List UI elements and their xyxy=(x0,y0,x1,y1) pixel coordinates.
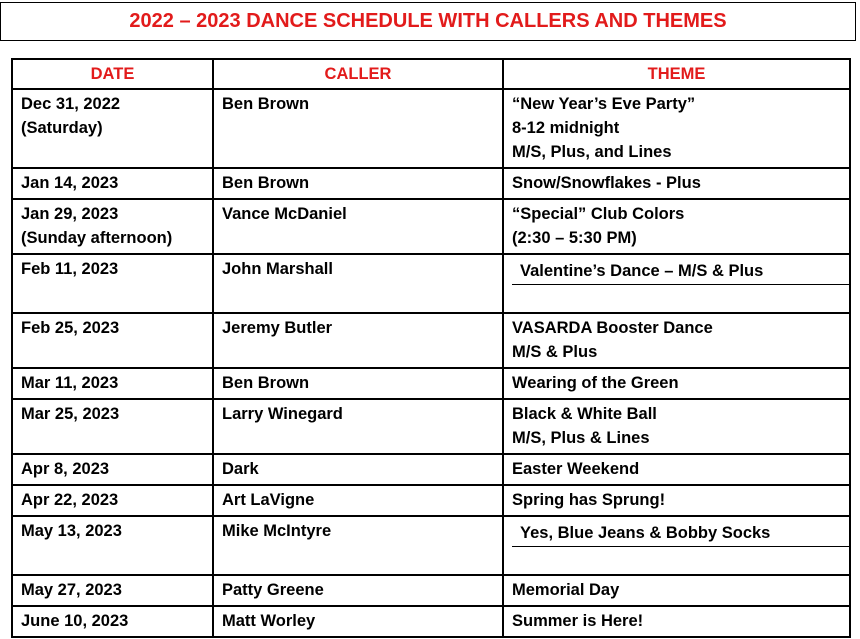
table-row xyxy=(12,606,850,637)
table-row xyxy=(12,168,850,199)
header-date: DATE xyxy=(12,59,213,89)
date-text: May 27, 2023 xyxy=(21,581,122,599)
theme-empty-subcell xyxy=(512,285,849,309)
date-cell xyxy=(12,89,213,168)
date-text: Jan 14, 2023 xyxy=(21,174,119,192)
caller-cell: Jeremy Butler xyxy=(213,313,503,368)
table-row xyxy=(12,454,850,485)
header-caller: CALLER xyxy=(213,59,503,89)
date-cell xyxy=(12,368,213,399)
date-cell xyxy=(12,399,213,454)
date-cell xyxy=(12,254,213,313)
theme-text: “New Year’s Eve Party” xyxy=(512,95,696,113)
theme-text: Snow/Snowflakes - Plus xyxy=(512,174,701,192)
theme-text: M/S, Plus, and Lines xyxy=(512,143,672,161)
date-text: Feb 25, 2023 xyxy=(21,319,120,337)
date-text: Apr 22, 2023 xyxy=(21,491,119,509)
page-title: 2022 – 2023 DANCE SCHEDULE WITH CALLERS AND THEMES xyxy=(129,10,727,32)
date-cell xyxy=(12,606,213,637)
theme-empty-subcell xyxy=(512,547,849,571)
caller-cell: Vance McDaniel xyxy=(213,199,503,254)
date-text: Mar 11, 2023 xyxy=(21,374,119,392)
date-text: Apr 8, 2023 xyxy=(21,460,110,478)
date-cell xyxy=(12,516,213,575)
date-note: (Sunday afternoon) xyxy=(21,229,173,247)
theme-cell xyxy=(503,454,850,485)
theme-cell xyxy=(503,575,850,606)
header-theme: THEME xyxy=(503,59,850,89)
title-box xyxy=(0,2,856,41)
date-cell xyxy=(12,575,213,606)
date-cell xyxy=(12,313,213,368)
theme-cell xyxy=(503,199,850,254)
caller-cell: John Marshall xyxy=(213,254,503,313)
caller-cell: Ben Brown xyxy=(213,368,503,399)
caller-cell: Ben Brown xyxy=(213,168,503,199)
table-row xyxy=(12,313,850,368)
theme-text: VASARDA Booster Dance xyxy=(512,319,713,337)
date-text: Dec 31, 2022 xyxy=(21,95,121,113)
table-row xyxy=(12,199,850,254)
theme-cell xyxy=(503,168,850,199)
schedule-table xyxy=(11,58,851,638)
date-text: June 10, 2023 xyxy=(21,612,129,630)
theme-text: M/S & Plus xyxy=(512,343,598,361)
theme-text: Summer is Here! xyxy=(512,612,644,630)
caller-cell: Dark xyxy=(213,454,503,485)
caller-cell: Art LaVigne xyxy=(213,485,503,516)
date-note: (Saturday) xyxy=(21,119,103,137)
table-row xyxy=(12,575,850,606)
table-row xyxy=(12,485,850,516)
theme-text: Valentine’s Dance – M/S & Plus xyxy=(512,257,849,285)
date-cell xyxy=(12,199,213,254)
caller-cell: Larry Winegard xyxy=(213,399,503,454)
header-row xyxy=(12,59,850,89)
date-text: Feb 11, 2023 xyxy=(21,260,119,278)
table-row xyxy=(12,368,850,399)
caller-cell: Mike McIntyre xyxy=(213,516,503,575)
theme-cell xyxy=(503,254,850,313)
table-row xyxy=(12,254,850,313)
caller-cell: Patty Greene xyxy=(213,575,503,606)
date-text: Mar 25, 2023 xyxy=(21,405,120,423)
date-text: May 13, 2023 xyxy=(21,522,122,540)
date-cell xyxy=(12,454,213,485)
date-cell xyxy=(12,485,213,516)
date-cell xyxy=(12,168,213,199)
theme-cell xyxy=(503,606,850,637)
theme-cell xyxy=(503,313,850,368)
theme-cell xyxy=(503,89,850,168)
table-row xyxy=(12,89,850,168)
caller-cell: Matt Worley xyxy=(213,606,503,637)
theme-text: Yes, Blue Jeans & Bobby Socks xyxy=(512,519,849,547)
theme-cell xyxy=(503,485,850,516)
caller-cell: Ben Brown xyxy=(213,89,503,168)
theme-text: Wearing of the Green xyxy=(512,374,679,392)
theme-text: “Special” Club Colors xyxy=(512,205,685,223)
theme-text: Memorial Day xyxy=(512,581,620,599)
table-row xyxy=(12,516,850,575)
theme-text: 8-12 midnight xyxy=(512,119,620,137)
table-row xyxy=(12,399,850,454)
theme-text: (2:30 – 5:30 PM) xyxy=(512,229,637,247)
theme-text: Black & White Ball xyxy=(512,405,657,423)
theme-text: Easter Weekend xyxy=(512,460,640,478)
theme-cell xyxy=(503,368,850,399)
date-text: Jan 29, 2023 xyxy=(21,205,119,223)
theme-text: Spring has Sprung! xyxy=(512,491,666,509)
theme-text: M/S, Plus & Lines xyxy=(512,429,650,447)
theme-cell xyxy=(503,399,850,454)
theme-cell xyxy=(503,516,850,575)
